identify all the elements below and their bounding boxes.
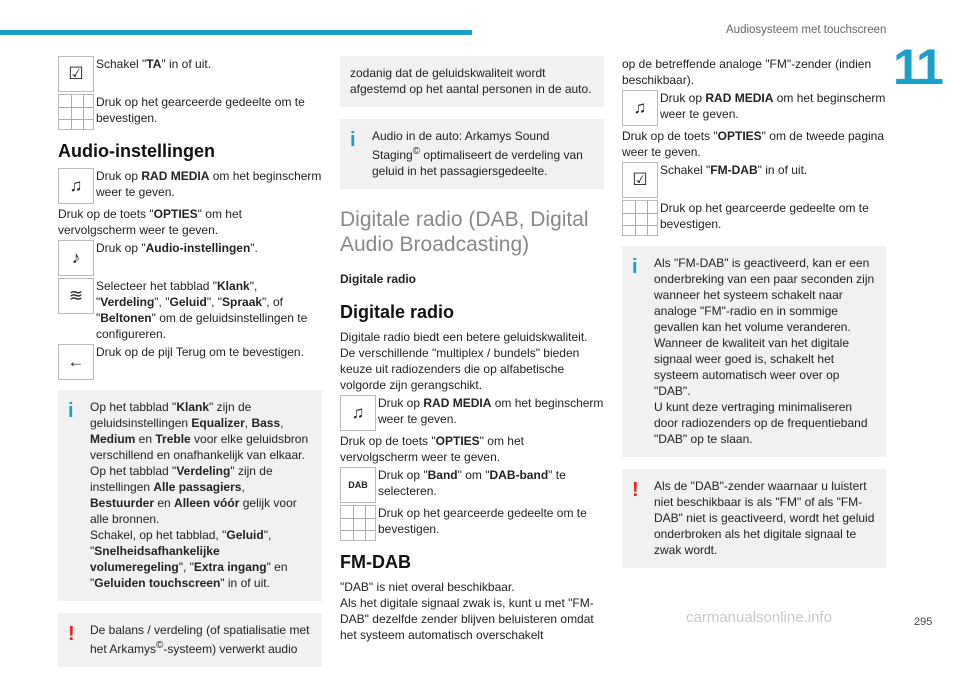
column-2 <box>340 56 604 645</box>
step-tabs <box>58 278 322 342</box>
warning-text: zodanig dat de geluidskwaliteit wordt afgestemd op het aantal personen in de auto. <box>350 66 592 96</box>
paragraph: op de betreffende analoge "FM"-zender (indien beschikbaar). <box>622 57 872 87</box>
paragraph: Druk op de toets "OPTIES" om het vervolgscherm weer te geven. <box>58 207 242 237</box>
step-confirm <box>340 505 604 541</box>
info-text: Als "FM-DAB" is geactiveerd, kan er een onderbreking van een paar seconden zijn wanneer het systeem schakelt naar analoge "FM"-radio en in sommige gevallen kan het volume veranderen. Wanneer de kwaliteit van het digitale signaal weer goed is, schakelt het systeem automatisch weer over op "DAB". U kunt deze vertraging minimaliseren door radiozenders op de frequentieband "DAB" op te slaan. <box>654 256 875 446</box>
warning-box-continued <box>340 56 604 107</box>
step-text: Selecteer het tabblad "Klank", "Verdeling", "Geluid", "Spraak", of "Beltonen" om de geluidsinstellingen te configureren. <box>96 279 308 341</box>
info-box <box>340 119 604 189</box>
checkbox-icon: ☑ <box>58 56 94 92</box>
step-text: Druk op RAD MEDIA om het beginscherm weer te geven. <box>660 91 886 121</box>
step-band <box>340 467 604 503</box>
section-title-dab: Digitale radio (DAB, Digital Audio Broadcasting) <box>340 208 589 256</box>
grid-icon <box>340 505 376 541</box>
paragraph: Druk op de toets "OPTIES" om het vervolgscherm weer te geven. <box>340 434 524 464</box>
column-1 <box>58 56 322 679</box>
section-heading-digital-radio: Digitale radio <box>340 302 455 322</box>
warning-icon: ! <box>68 623 75 645</box>
info-box <box>58 390 322 601</box>
step-ta <box>58 56 322 92</box>
subtitle: Digitale radio <box>340 272 417 286</box>
warning-box <box>622 469 886 568</box>
page-number: 295 <box>914 616 933 628</box>
music-note-icon: ♫ <box>58 168 94 204</box>
info-icon: i <box>350 129 356 151</box>
step-back <box>58 344 322 380</box>
music-note-icon: ♫ <box>340 395 376 431</box>
step-rad-media <box>58 168 322 204</box>
warning-box <box>58 613 322 667</box>
step-text: Schakel "TA" in of uit. <box>96 57 212 71</box>
equalizer-icon: ≋ <box>58 278 94 314</box>
warning-text: De balans / verdeling (of spatialisatie met het Arkamys©-systeem) verwerkt audio <box>90 623 310 656</box>
column-3 <box>622 56 886 580</box>
paragraph: "DAB" is niet overal beschikbaar. Als het digitale signaal zwak is, kunt u met "FM-DAB" dezelfde zender blijven beluisteren omdat het systeem automatisch overschakelt <box>340 580 594 642</box>
grid-icon <box>622 200 658 236</box>
step-text: Druk op de pijl Terug om te bevestigen. <box>96 345 304 359</box>
step-text: Druk op RAD MEDIA om het beginscherm weer te geven. <box>96 169 322 199</box>
warning-text: Als de "DAB"-zender waarnaar u luistert niet beschikbaar is als "FM" of als "FM-DAB" niet is geactiveerd, wordt het geluid onderbroken als het digitale signaal te zwak wordt. <box>654 479 875 557</box>
step-fm-dab-toggle <box>622 162 886 198</box>
header-title: Audiosysteem met touchscreen <box>726 24 887 36</box>
section-heading-fm-dab: FM-DAB <box>340 552 411 572</box>
back-arrow-icon: ← <box>58 344 94 380</box>
checkbox-icon: ☑ <box>622 162 658 198</box>
step-rad-media <box>340 395 604 431</box>
info-icon: i <box>632 256 638 278</box>
dab-icon: DAB <box>340 467 376 503</box>
info-box <box>622 246 886 457</box>
info-text: Audio in de auto: Arkamys Sound Staging© optimaliseert de verdeling van geluid in het passagiersgedeelte. <box>372 129 583 178</box>
warning-icon: ! <box>632 479 639 501</box>
music-note-icon: ♫ <box>622 90 658 126</box>
info-icon: i <box>68 400 74 422</box>
step-confirm <box>622 200 886 236</box>
step-text: Druk op "Band" om "DAB-band" te selecteren. <box>378 468 566 498</box>
grid-icon <box>58 94 94 130</box>
step-text: Druk op het gearceerde gedeelte om te bevestigen. <box>96 95 305 125</box>
paragraph: Digitale radio biedt een betere geluidskwaliteit. De verschillende "multiplex / bundels" bieden keuze uit radiozenders die op alfabetische volgorde zijn gerangschikt. <box>340 330 588 392</box>
step-text: Druk op "Audio-instellingen". <box>96 241 258 255</box>
chapter-number: 11 <box>893 39 942 95</box>
step-text: Druk op het gearceerde gedeelte om te bevestigen. <box>378 506 587 536</box>
watermark: carmanualsonline.info <box>686 609 832 626</box>
step-audio-settings <box>58 240 322 276</box>
step-text: Druk op RAD MEDIA om het beginscherm weer te geven. <box>378 396 604 426</box>
step-text: Druk op het gearceerde gedeelte om te bevestigen. <box>660 201 869 231</box>
info-text: Op het tabblad "Klank" zijn de geluidsinstellingen Equalizer, Bass, Medium en Treble voor elke geluidsbron verschillend en onafhankelijk van elkaar. Op het tabblad "Verdeling" zijn de instellingen Alle passagiers, Bestuurder en Alleen vóór gelijk voor alle bronnen. Schakel, op het tabblad, "Geluid", "Snelheidsafhankelijke volumeregeling", "Extra ingang" en "Geluiden touchscreen" in of uit. <box>90 400 309 590</box>
step-text: Schakel "FM-DAB" in of uit. <box>660 163 808 177</box>
step-confirm <box>58 94 322 130</box>
tuning-fork-icon: ♪ <box>58 240 94 276</box>
paragraph: Druk op de toets "OPTIES" om de tweede pagina weer te geven. <box>622 129 885 159</box>
step-rad-media <box>622 90 886 126</box>
header-bar <box>0 30 472 35</box>
section-heading-audio: Audio-instellingen <box>58 141 215 161</box>
